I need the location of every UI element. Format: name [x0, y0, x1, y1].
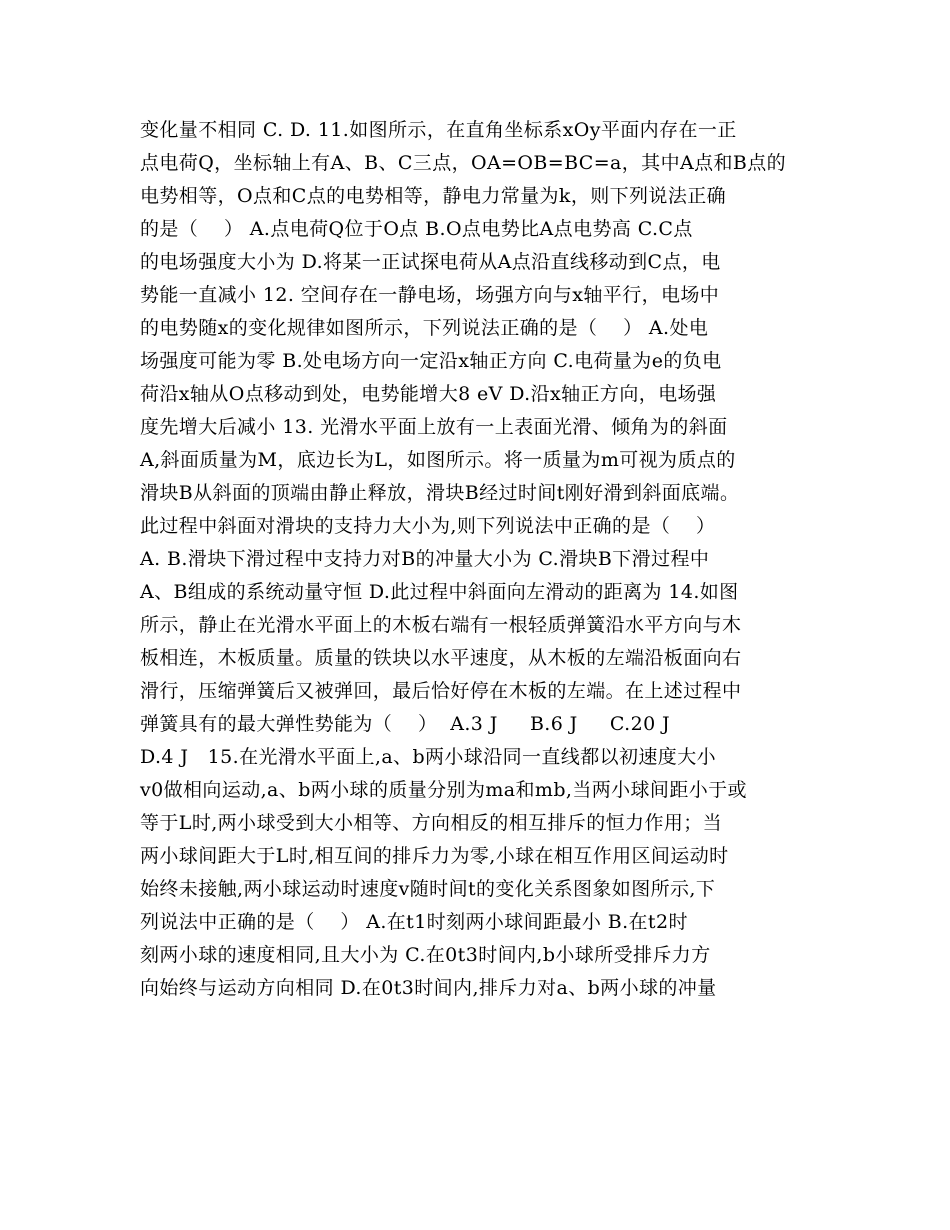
text-line: 刻两小球的速度相同,且大小为 C.在0t3时间内,b小球所受排斥力方: [140, 944, 711, 966]
text-line: 荷沿x轴从O点移动到处，电势能增大8 eV D.沿x轴正方向，电场强: [140, 383, 717, 405]
text-line: 的电场强度大小为 D.将某一正试探电荷从A点沿直线移动到C点，电: [140, 251, 721, 273]
text-line: 电势相等，O点和C点的电势相等，静电力常量为k，则下列说法正确: [140, 185, 727, 207]
text-line: 的是（ ） A.点电荷Q位于O点 B.O点电势比A点电势高 C.C点: [140, 218, 693, 240]
text-line: 向始终与运动方向相同 D.在0t3时间内,排斥力对a、b两小球的冲量: [140, 977, 717, 999]
text-line: 始终未接触,两小球运动时速度v随时间t的变化关系图象如图所示,下: [140, 878, 716, 900]
text-line: 变化量不相同 C. D. 11.如图所示，在直角坐标系xOy平面内存在一正: [140, 119, 737, 141]
text-line: 弹簧具有的最大弹性势能为（ ） A.3 J B.6 J C.20 J: [140, 713, 671, 735]
text-line: v0做相向运动,a、b两小球的质量分别为ma和mb,当两小球间距小于或: [140, 779, 747, 801]
text-line: 场强度可能为零 B.处电场方向一定沿x轴正方向 C.电荷量为e的负电: [140, 350, 722, 372]
text-line: 滑块B从斜面的顶端由静止释放，滑块B经过时间t刚好滑到斜面底端。: [140, 482, 740, 504]
text-line: 的电势随x的变化规律如图所示，下列说法正确的是（ ） A.处电: [140, 317, 709, 339]
text-line: A、B组成的系统动量守恒 D.此过程中斜面向左滑动的距离为 14.如图: [140, 581, 739, 603]
text-line: 等于L时,两小球受到大小相等、方向相反的相互排斥的恒力作用；当: [140, 812, 723, 834]
text-line: 势能一直减小 12. 空间存在一静电场，场强方向与x轴平行，电场中: [140, 284, 720, 306]
text-line: A. B.滑块下滑过程中支持力对B的冲量大小为 C.滑块B下滑过程中: [140, 548, 710, 570]
text-line: 度先增大后减小 13. 光滑水平面上放有一上表面光滑、倾角为的斜面: [140, 416, 728, 438]
text-line: 板相连，木板质量。质量的铁块以水平速度，从木板的左端沿板面向右: [140, 647, 742, 669]
text-line: 列说法中正确的是（ ） A.在t1时刻两小球间距最小 B.在t2时: [140, 911, 688, 933]
text-line: 点电荷Q，坐标轴上有A、B、C三点，OA=OB=BC=a，其中A点和B点的: [140, 152, 787, 174]
text-line: 两小球间距大于L时,相互间的排斥力为零,小球在相互作用区间运动时: [140, 845, 729, 867]
text-line: D.4 J 15.在光滑水平面上,a、b两小球沿同一直线都以初速度大小: [140, 746, 717, 768]
text-line: A,斜面质量为M，底边长为L，如图所示。将一质量为m可视为质点的: [140, 449, 736, 471]
text-line: 滑行，压缩弹簧后又被弹回，最后恰好停在木板的左端。在上述过程中: [140, 680, 742, 702]
body-text: [140, 114, 830, 1005]
text-line: 所示，静止在光滑水平面上的木板右端有一根轻质弹簧沿水平方向与木: [140, 614, 742, 636]
text-line: 此过程中斜面对滑块的支持力大小为,则下列说法中正确的是（ ）: [140, 515, 716, 537]
